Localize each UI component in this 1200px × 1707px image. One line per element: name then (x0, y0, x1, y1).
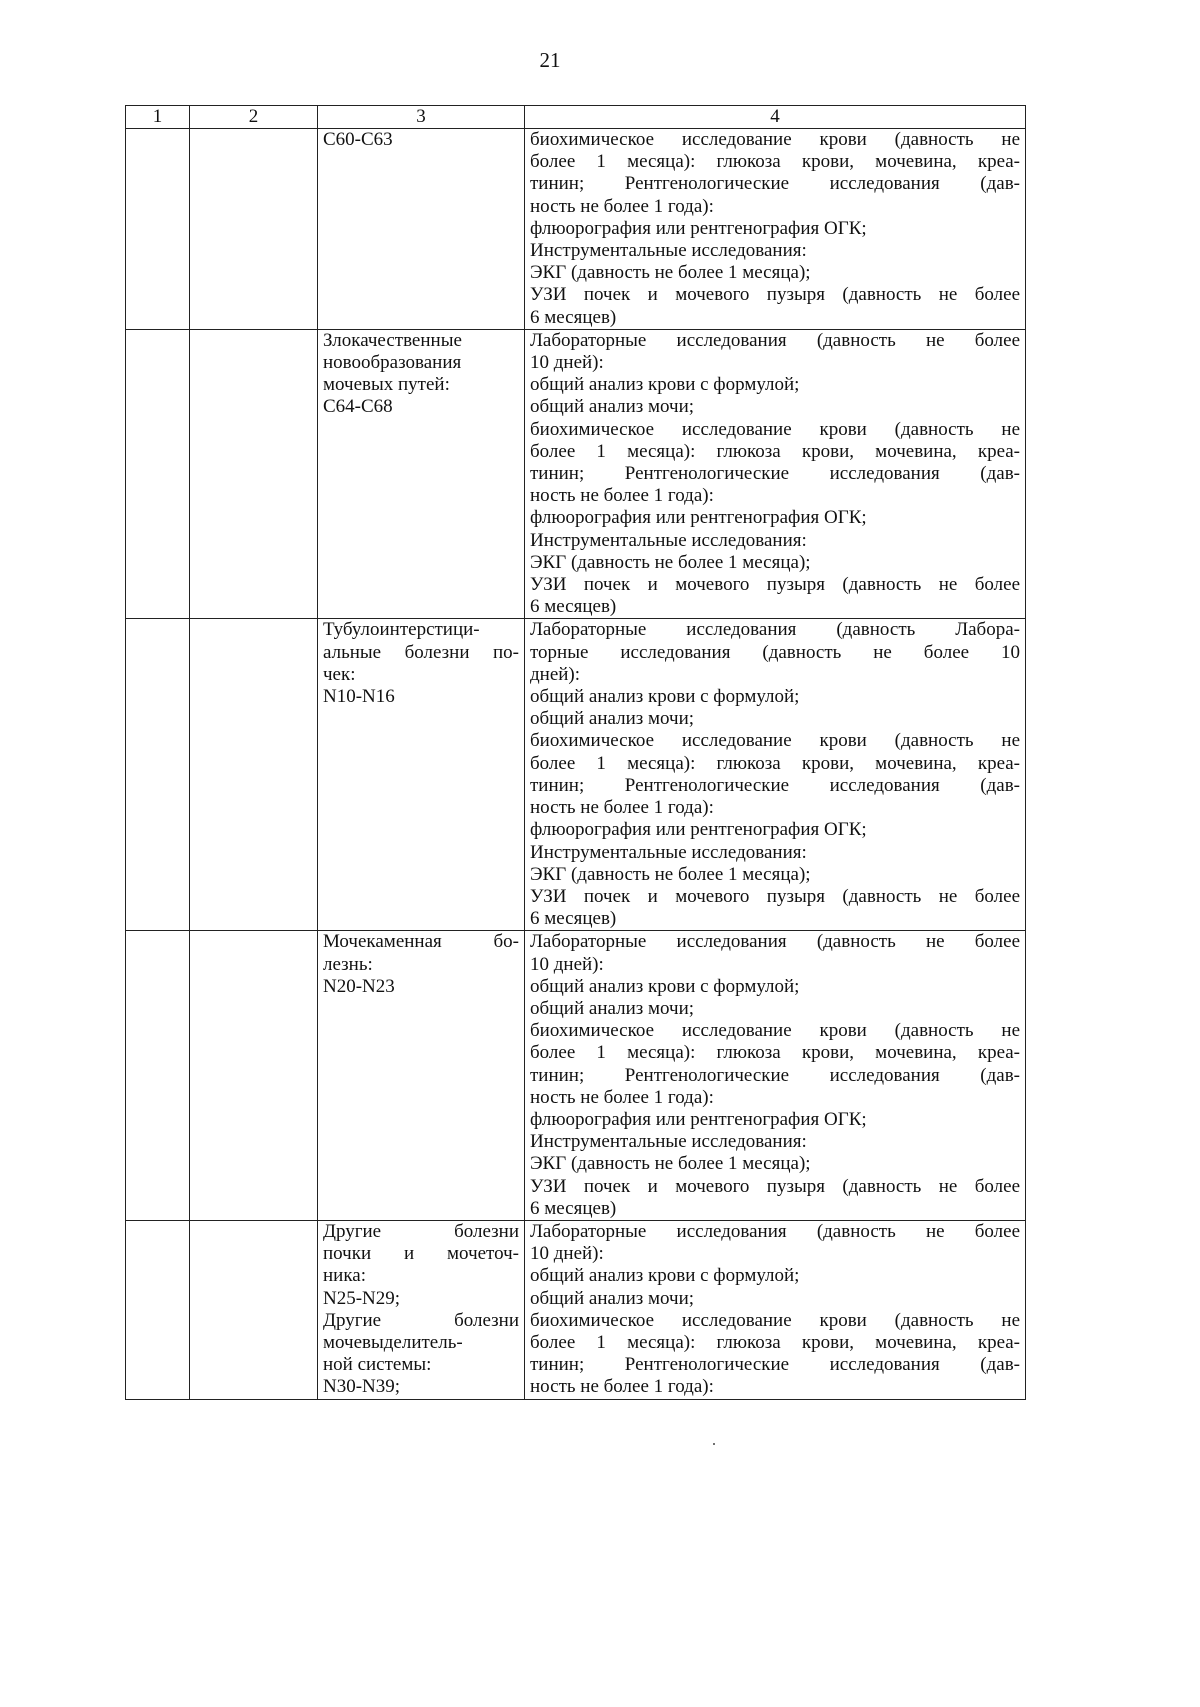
examination-line: более 1 месяца): глюкоза крови, мочевина, креа- (530, 1042, 1020, 1064)
examination-line: тинин; Рентгенологические исследования (дав- (530, 463, 1020, 485)
examination-line: 10 дней): (530, 352, 604, 374)
examination-line: ЭКГ (давность не более 1 месяца); (530, 262, 811, 284)
examination-line: общий анализ мочи; (530, 997, 695, 1019)
cell-col1 (126, 619, 190, 931)
examination-line: ЭКГ (давность не более 1 месяца); (530, 863, 811, 885)
examination-line: УЗИ почек и мочевого пузыря (давность не более (530, 284, 1020, 306)
examination-line: Лабораторные исследования (давность не более (530, 1220, 1020, 1242)
examination-line: 6 месяцев) (530, 1197, 617, 1219)
diagnosis-line: C60-C63 (323, 129, 393, 150)
cell-col2 (190, 329, 318, 619)
examinations-cell (525, 329, 1026, 619)
examination-line: ность не более 1 года): (530, 485, 714, 507)
cell-col2 (190, 931, 318, 1221)
examination-line: Инструментальные исследования: (530, 240, 807, 262)
diagnosis-line: Другие болезни (323, 1309, 519, 1331)
examination-line: Лабораторные исследования (давность не более (530, 329, 1020, 351)
table-body (126, 129, 1026, 1400)
cell-col1 (126, 1220, 190, 1399)
examination-line: флюорография или рентгенография ОГК; (530, 819, 867, 841)
examination-line: биохимическое исследование крови (давность не (530, 730, 1020, 752)
examination-line: дней): (530, 663, 581, 685)
examination-line: 6 месяцев) (530, 908, 617, 930)
examination-line: ность не более 1 года): (530, 195, 714, 217)
examination-line: биохимическое исследование крови (давность не (530, 1020, 1020, 1042)
examination-line: биохимическое исследование крови (давность не (530, 418, 1020, 440)
examination-line: ность не более 1 года): (530, 797, 714, 819)
table-header-row (126, 106, 1026, 129)
examination-line: общий анализ мочи; (530, 708, 695, 730)
scan-speck (713, 1443, 715, 1445)
examination-line: ность не более 1 года): (530, 1086, 714, 1108)
diagnosis-line: N20-N23 (323, 975, 395, 997)
diagnosis-line: N25-N29; (323, 1287, 401, 1309)
table-row (126, 329, 1026, 619)
diagnosis-cell (318, 619, 525, 931)
examination-line: УЗИ почек и мочевого пузыря (давность не более (530, 574, 1020, 596)
examination-line: УЗИ почек и мочевого пузыря (давность не более (530, 885, 1020, 907)
diagnosis-cell (318, 1220, 525, 1399)
diagnosis-line: Злокачественные (323, 329, 462, 351)
examination-line: более 1 месяца): глюкоза крови, мочевина, креа- (530, 440, 1020, 462)
diagnosis-line: Мочекаменная бо- (323, 931, 519, 953)
examination-line: тинин; Рентгенологические исследования (дав- (530, 1064, 1020, 1086)
examination-line: общий анализ крови с формулой; (530, 1265, 800, 1287)
document-table (125, 105, 1026, 1400)
examination-line: общий анализ мочи; (530, 396, 695, 418)
column-header-3: 3 (318, 106, 525, 129)
examinations-cell (525, 619, 1026, 931)
table-row (126, 129, 1026, 330)
examination-line: тинин; Рентгенологические исследования (дав- (530, 774, 1020, 796)
table-row (126, 619, 1026, 931)
diagnosis-line: лезнь: (323, 953, 373, 975)
examination-line: Лабораторные исследования (давность Лабора- (530, 619, 1020, 641)
page-number: 21 (539, 48, 561, 72)
diagnosis-line: чек: (323, 663, 356, 685)
cell-col1 (126, 329, 190, 619)
diagnosis-line: N10-N16 (323, 686, 395, 708)
diagnosis-line: новообразования (323, 352, 462, 374)
examination-line: тинин; Рентгенологические исследования (дав- (530, 1354, 1020, 1376)
examination-line: флюорография или рентгенография ОГК; (530, 217, 867, 239)
examination-line: биохимическое исследование крови (давность не (530, 1309, 1020, 1331)
examination-line: УЗИ почек и мочевого пузыря (давность не более (530, 1175, 1020, 1197)
diagnosis-cell (318, 329, 525, 619)
diagnosis-line: Тубулоинтерстици- (323, 619, 480, 641)
diagnosis-line: мочевых путей: (323, 374, 450, 396)
diagnosis-line: ной системы: (323, 1354, 432, 1376)
examination-line: Лабораторные исследования (давность не более (530, 931, 1020, 953)
diagnosis-line: почки и мочеточ- (323, 1243, 519, 1265)
examination-line: флюорография или рентгенография ОГК; (530, 507, 867, 529)
examination-line: биохимическое исследование крови (давность не (530, 129, 1020, 150)
examination-line: 6 месяцев) (530, 306, 617, 328)
examination-line: Инструментальные исследования: (530, 1131, 807, 1153)
cell-col2 (190, 129, 318, 330)
examination-line: флюорография или рентгенография ОГК; (530, 1108, 867, 1130)
cell-col1 (126, 129, 190, 330)
examination-line: ЭКГ (давность не более 1 месяца); (530, 551, 811, 573)
cell-col1 (126, 931, 190, 1221)
examination-line: ность не более 1 года): (530, 1376, 714, 1398)
table-row (126, 1220, 1026, 1399)
examination-line: Инструментальные исследования: (530, 529, 807, 551)
examination-line: Инструментальные исследования: (530, 841, 807, 863)
examination-line: торные исследования (давность не более 10 (530, 641, 1020, 663)
examination-line: общий анализ крови с формулой; (530, 975, 800, 997)
column-header-1: 1 (126, 106, 190, 129)
cell-col2 (190, 1220, 318, 1399)
table-row (126, 931, 1026, 1221)
examinations-cell (525, 129, 1026, 330)
examination-line: более 1 месяца): глюкоза крови, мочевина, креа- (530, 151, 1020, 173)
column-header-4: 4 (525, 106, 1026, 129)
column-header-2: 2 (190, 106, 318, 129)
examination-line: 10 дней): (530, 1243, 604, 1265)
examination-line: более 1 месяца): глюкоза крови, мочевина, креа- (530, 752, 1020, 774)
examination-line: общий анализ крови с формулой; (530, 374, 800, 396)
diagnosis-line: мочевыделитель- (323, 1331, 463, 1353)
examinations-cell (525, 931, 1026, 1221)
examination-line: 6 месяцев) (530, 596, 617, 618)
diagnosis-cell (318, 931, 525, 1221)
examination-line: тинин; Рентгенологические исследования (дав- (530, 173, 1020, 195)
diagnosis-line: N30-N39; (323, 1376, 401, 1398)
diagnosis-cell (318, 129, 525, 330)
examination-line: общий анализ мочи; (530, 1287, 695, 1309)
examination-line: ЭКГ (давность не более 1 месяца); (530, 1153, 811, 1175)
diagnosis-line: альные болезни по- (323, 641, 519, 663)
cell-col2 (190, 619, 318, 931)
examination-line: общий анализ крови с формулой; (530, 686, 800, 708)
diagnosis-line: Другие болезни (323, 1220, 519, 1242)
examination-line: 10 дней): (530, 953, 604, 975)
examinations-cell (525, 1220, 1026, 1399)
diagnosis-line: ника: (323, 1265, 366, 1287)
diagnosis-line: C64-C68 (323, 396, 393, 418)
examination-line: более 1 месяца): глюкоза крови, мочевина, креа- (530, 1331, 1020, 1353)
